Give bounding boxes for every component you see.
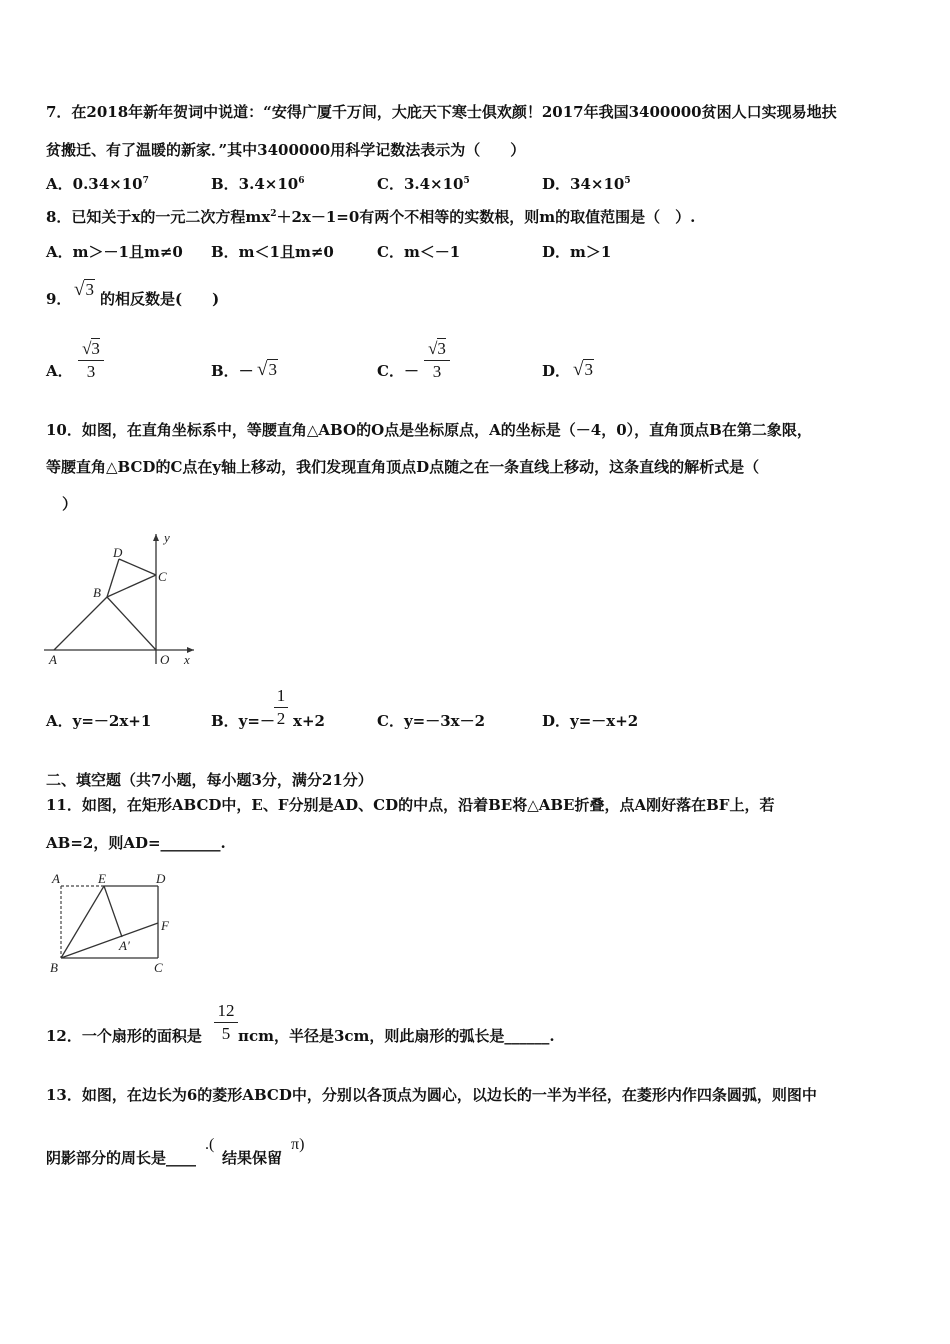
label-a: A: [52, 871, 60, 886]
label-f: F: [161, 918, 169, 933]
q10-stem-line3: ）: [62, 495, 78, 513]
q8-option-b: B．m＜1且m≠0: [211, 243, 334, 261]
q11-stem-line2: AB=2，则AD=________.: [46, 834, 226, 852]
segment-ea-prime: [104, 886, 122, 937]
q13-stem-line1: 13．如图，在边长为6的菱形ABCD中，分别以各顶点为圆心，以边长的一半为半径，在菱形内作四条圆弧，则图中: [46, 1086, 817, 1104]
q9-option-b-label: B．－: [211, 362, 254, 380]
q9-option-c-fraction: √3 3: [424, 339, 450, 382]
segment-be: [61, 886, 104, 958]
q11-stem-line1: 11．如图，在矩形ABCD中，E、F分别是AD、CD的中点，沿着BE将△ABE折叠，点A刚好落在BF上，若: [46, 796, 775, 814]
q11-figure: [44, 868, 184, 980]
q10-option-b-post: x+2: [293, 712, 325, 730]
q10-option-d: D．y=－x+2: [542, 712, 639, 730]
q7-option-a: A．$0.34\times 10^7$: [46, 175, 149, 193]
segment-bo: [107, 597, 156, 650]
q8-option-a: A．m＞－1且m≠0: [46, 243, 183, 261]
label-d: D: [156, 871, 166, 886]
label-b: B: [50, 960, 58, 975]
segment-bc: [107, 575, 156, 597]
segment-ab: [54, 597, 107, 650]
q9-option-d-radical: √3: [573, 359, 593, 380]
q10-option-a: A．y=－2x+1: [46, 712, 152, 730]
segment-bf: [61, 923, 158, 958]
q9-option-c-label: C．－: [377, 362, 419, 380]
label-e: E: [98, 871, 106, 886]
segment-dc: [119, 559, 156, 575]
label-a-prime: A′: [119, 938, 130, 953]
q7-option-d: D．$34\times 10^5$: [542, 175, 631, 193]
label-b: B: [93, 585, 101, 600]
label-a: A: [49, 652, 57, 667]
q10-stem-line2: 等腰直角△BCD的C点在y轴上移动，我们发现直角顶点D点随之在一条直线上移动，这条直线的解析式是（: [46, 458, 760, 476]
q12-stem-post: πcm，半径是3cm，则此扇形的弧长是______.: [238, 1027, 555, 1045]
segment-bd: [107, 559, 119, 597]
q13-pi: π): [291, 1136, 305, 1153]
q7-stem-line2: 贫搬迁、有了温暖的新家．”其中3400000用科学记数法表示为（ ）: [46, 141, 526, 159]
q9-radical: √3: [74, 279, 94, 300]
label-o: O: [160, 652, 170, 667]
q9-stem: 的相反数是( ): [100, 290, 220, 308]
section2-title: 二、填空题（共7小题，每小题3分，满分21分）: [46, 771, 373, 789]
q8-option-d: D．m＞1: [542, 243, 612, 261]
q8-stem: 8．已知关于x的一元二次方程$mx^2+2x-1=0$有两个不相等的实数根，则m的取值范围是（ ）.: [46, 208, 696, 226]
label-d: D: [113, 545, 123, 560]
q10-option-b-label: B．y=－: [211, 712, 275, 730]
q13-stem-line2-pre: 阴影部分的周长是____: [46, 1149, 197, 1167]
q10-option-c: C．y=－3x－2: [377, 712, 486, 730]
q12-fraction: 12 5: [214, 1001, 238, 1044]
y-axis-arrow: [153, 534, 159, 541]
q13-paren: .(: [205, 1136, 215, 1153]
q9-option-a-label: A．: [46, 362, 73, 380]
label-c: C: [154, 960, 163, 975]
q13-stem-line2-mid: 结果保留: [222, 1149, 283, 1167]
q9-option-a-fraction: √3 3: [78, 339, 104, 382]
q12-stem-pre: 12．一个扇形的面积是: [46, 1027, 202, 1045]
q10-stem-line1: 10．如图，在直角坐标系中，等腰直角△ABO的O点是坐标原点，A的坐标是（－4，0），直角顶点B在第二象限，: [46, 421, 812, 439]
label-x: x: [184, 652, 190, 667]
q7-option-b: B．$3.4\times 10^6$: [211, 175, 305, 193]
q9-option-b-radical: √3: [257, 359, 277, 380]
q7-option-c: C．$3.4\times 10^5$: [377, 175, 470, 193]
q9-number: 9．: [46, 290, 72, 308]
q10-figure: [44, 528, 200, 668]
label-y: y: [164, 530, 170, 545]
q10-option-b-fraction: 1 2: [274, 686, 288, 729]
q8-option-c: C．m＜－1: [377, 243, 461, 261]
q9-option-d-label: D．: [542, 362, 571, 380]
q7-stem-line1: 7．在2018年新年贺词中说道：“安得广厦千万间，大庇天下寒士俱欢颜！2017年我国3400000贫困人口实现易地扶: [46, 103, 837, 121]
label-c: C: [158, 569, 167, 584]
